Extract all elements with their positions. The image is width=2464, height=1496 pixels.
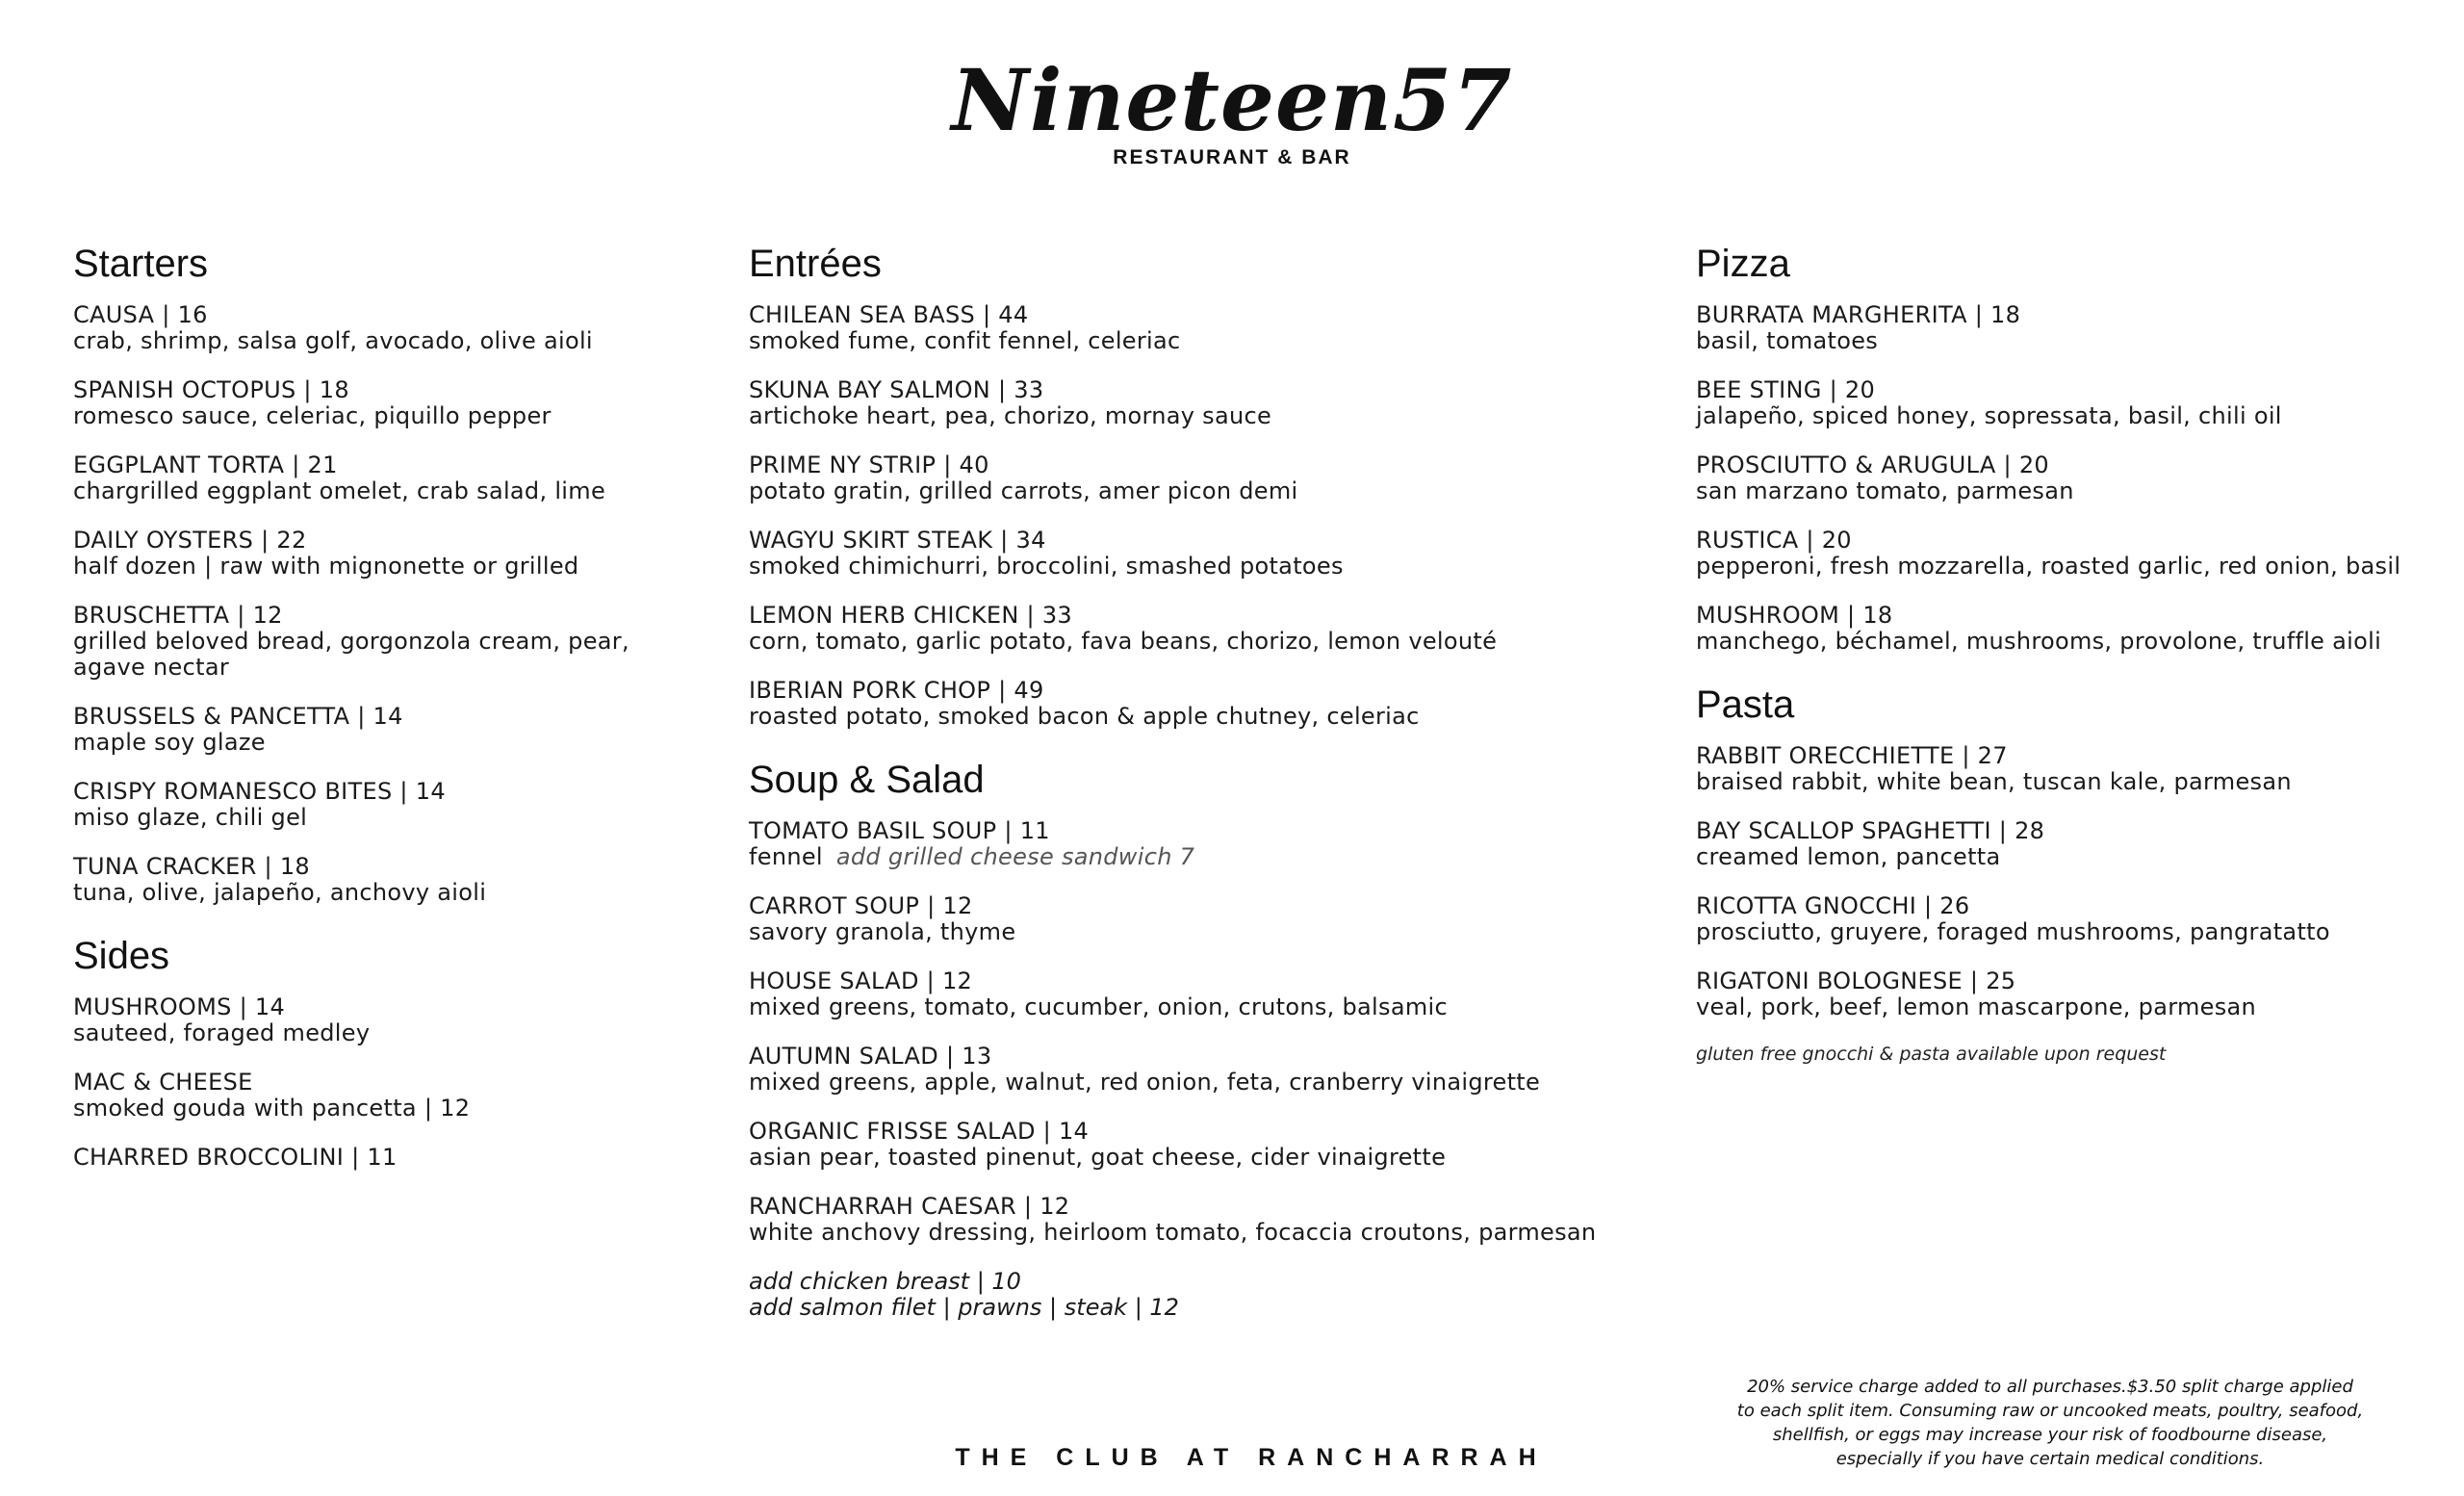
menu-item — [749, 893, 1654, 945]
menu-item — [749, 1119, 1654, 1171]
section-starters — [73, 243, 689, 906]
addon-line: add salmon filet | prawns | steak | 12 — [749, 1294, 1179, 1321]
item-description: half dozen | raw with mignonette or grilled — [73, 553, 579, 580]
item-name: EGGPLANT TORTA | 21 — [73, 451, 338, 478]
menu-item — [73, 854, 689, 906]
menu-item — [73, 452, 689, 504]
item-description: asian pear, toasted pinenut, goat cheese, cider vinaigrette — [749, 1144, 1447, 1171]
menu-item — [73, 704, 689, 756]
menu-item — [73, 1145, 689, 1171]
menu-item — [1696, 743, 2427, 795]
item-name: MUSHROOM | 18 — [1696, 602, 1893, 629]
menu-item — [1696, 603, 2427, 655]
club-name: THE CLUB AT RANCHARRAH — [955, 1444, 1548, 1471]
menu-item — [73, 377, 689, 429]
item-desc-text: fennel — [749, 843, 823, 870]
item-description: artichoke heart, pea, chorizo, mornay sauce — [749, 402, 1272, 429]
item-description: pepperoni, fresh mozzarella, roasted garlic, red onion, basil — [1696, 553, 2401, 580]
item-description: romesco sauce, celeriac, piquillo pepper — [73, 402, 552, 429]
item-description: jalapeño, spiced honey, sopressata, basil, chili oil — [1696, 402, 2282, 429]
restaurant-subtitle: RESTAURANT & BAR — [1113, 146, 1351, 168]
item-name: HOUSE SALAD | 12 — [749, 967, 973, 994]
item-description: creamed lemon, pancetta — [1696, 843, 2001, 870]
menu-column-middle — [749, 243, 1654, 1350]
menu-item — [1696, 302, 2427, 354]
item-description: manchego, béchamel, mushrooms, provolone, truffle aioli — [1696, 628, 2382, 655]
menu-item — [73, 302, 689, 354]
menu-item — [1696, 893, 2427, 945]
item-description: chargrilled eggplant omelet, crab salad, lime — [73, 477, 606, 504]
item-name: ORGANIC FRISSE SALAD | 14 — [749, 1118, 1090, 1145]
item-description: crab, shrimp, salsa golf, avocado, olive aioli — [73, 327, 593, 354]
item-description: tuna, olive, jalapeño, anchovy aioli — [73, 879, 487, 906]
item-name: SPANISH OCTOPUS | 18 — [73, 376, 349, 403]
item-name: RABBIT ORECCHIETTE | 27 — [1696, 742, 2008, 769]
item-name: CAUSA | 16 — [73, 301, 208, 328]
item-description: miso glaze, chili gel — [73, 804, 308, 831]
entrees-list — [749, 302, 1654, 730]
menu-item — [1696, 377, 2427, 429]
item-description: braised rabbit, white bean, tuscan kale, parmesan — [1696, 768, 2292, 795]
addon-line: add chicken breast | 10 — [749, 1268, 1021, 1295]
item-name: MUSHROOMS | 14 — [73, 993, 286, 1020]
item-name: LEMON HERB CHICKEN | 33 — [749, 602, 1072, 629]
menu-item — [749, 603, 1654, 655]
item-description: potato gratin, grilled carrots, amer picon demi — [749, 477, 1298, 504]
starters-list — [73, 302, 689, 906]
menu-item — [73, 528, 689, 580]
item-name: BRUSSELS & PANCETTA | 14 — [73, 703, 403, 730]
item-name: IBERIAN PORK CHOP | 49 — [749, 677, 1044, 704]
item-name: CRISPY ROMANESCO BITES | 14 — [73, 778, 446, 805]
item-name: WAGYU SKIRT STEAK | 34 — [749, 527, 1046, 554]
item-name: RIGATONI BOLOGNESE | 25 — [1696, 967, 2016, 994]
section-title-starters: Starters — [73, 243, 209, 285]
menu-item — [749, 968, 1654, 1020]
soup-salad-list — [749, 893, 1654, 1246]
menu-item — [749, 1194, 1654, 1246]
item-description: mixed greens, apple, walnut, red onion, feta, cranberry vinaigrette — [749, 1069, 1541, 1096]
item-description: corn, tomato, garlic potato, fava beans, chorizo, lemon velouté — [749, 628, 1498, 655]
item-name: BRUSCHETTA | 12 — [73, 602, 283, 629]
item-name: CHILEAN SEA BASS | 44 — [749, 301, 1029, 328]
section-pasta — [1696, 684, 2427, 1065]
item-name: TOMATO BASIL SOUP | 11 — [749, 817, 1050, 844]
item-name: RICOTTA GNOCCHI | 26 — [1696, 892, 1970, 919]
item-description: san marzano tomato, parmesan — [1696, 477, 2074, 504]
item-description: veal, pork, beef, lemon mascarpone, parmesan — [1696, 993, 2257, 1020]
item-description: smoked chimichurri, broccolini, smashed potatoes — [749, 553, 1344, 580]
section-title-sides: Sides — [73, 935, 170, 977]
item-description: smoked gouda with pancetta | 12 — [73, 1095, 471, 1122]
item-description: mixed greens, tomato, cucumber, onion, crutons, balsamic — [749, 993, 1448, 1020]
pasta-note: gluten free gnocchi & pasta available upon request — [1696, 1044, 2167, 1065]
menu-header — [0, 50, 2464, 169]
menu-column-left — [73, 243, 689, 1199]
item-name: AUTUMN SALAD | 13 — [749, 1043, 992, 1070]
menu-item — [749, 528, 1654, 580]
menu-item — [73, 1070, 689, 1122]
item-name: MAC & CHEESE — [73, 1069, 253, 1096]
item-description: prosciutto, gruyere, foraged mushrooms, pangratatto — [1696, 918, 2330, 945]
section-soup-salad — [749, 759, 1654, 1321]
salad-addons — [749, 1269, 1654, 1321]
service-disclaimer — [1723, 1375, 2377, 1471]
item-name: DAILY OYSTERS | 22 — [73, 527, 307, 554]
item-description: maple soy glaze — [73, 729, 266, 756]
item-name: RUSTICA | 20 — [1696, 527, 1852, 554]
section-pizza — [1696, 243, 2427, 655]
section-title-soup-salad: Soup & Salad — [749, 759, 985, 801]
item-description: sauteed, foraged medley — [73, 1019, 371, 1046]
item-name: PRIME NY STRIP | 40 — [749, 451, 989, 478]
disclaimer-line: especially if you have certain medical conditions. — [1835, 1449, 2265, 1469]
menu-item — [1696, 452, 2427, 504]
item-name: BEE STING | 20 — [1696, 376, 1876, 403]
item-addon: add grilled cheese sandwich 7 — [835, 843, 1195, 870]
menu-item — [73, 603, 689, 681]
restaurant-logo: Nineteen57 — [951, 50, 1513, 150]
section-sides — [73, 935, 689, 1171]
menu-item — [1696, 528, 2427, 580]
pasta-list — [1696, 743, 2427, 1020]
item-description: savory granola, thyme — [749, 918, 1016, 945]
item-description — [749, 844, 1654, 870]
menu-item — [73, 994, 689, 1046]
item-name: CHARRED BROCCOLINI | 11 — [73, 1144, 398, 1171]
menu-item — [749, 302, 1654, 354]
item-description: roasted potato, smoked bacon & apple chutney, celeriac — [749, 703, 1420, 730]
item-name: BURRATA MARGHERITA | 18 — [1696, 301, 2021, 328]
menu-item — [749, 1044, 1654, 1096]
item-name: TUNA CRACKER | 18 — [73, 853, 311, 880]
disclaimer-line: to each split item. Consuming raw or uncooked meats, poultry, seafood, — [1736, 1401, 2364, 1421]
sides-list — [73, 994, 689, 1171]
item-description: grilled beloved bread, gorgonzola cream, pear, agave nectar — [73, 628, 629, 681]
item-name: CARROT SOUP | 12 — [749, 892, 973, 919]
menu-item — [749, 678, 1654, 730]
item-name: SKUNA BAY SALMON | 33 — [749, 376, 1044, 403]
pizza-list — [1696, 302, 2427, 655]
item-description: basil, tomatoes — [1696, 327, 1879, 354]
menu-column-right — [1696, 243, 2427, 1094]
section-title-pasta: Pasta — [1696, 684, 1795, 726]
section-title-pizza: Pizza — [1696, 243, 1790, 285]
item-name: PROSCIUTTO & ARUGULA | 20 — [1696, 451, 2049, 478]
section-entrees — [749, 243, 1654, 730]
menu-item — [1696, 968, 2427, 1020]
item-description: smoked fume, confit fennel, celeriac — [749, 327, 1181, 354]
menu-item — [749, 377, 1654, 429]
disclaimer-line: shellfish, or eggs may increase your risk of foodbourne disease, — [1772, 1425, 2328, 1445]
disclaimer-line: 20% service charge added to all purchases.$3.50 split charge applied — [1747, 1377, 2353, 1397]
item-name: RANCHARRAH CAESAR | 12 — [749, 1193, 1070, 1220]
menu-item — [1696, 818, 2427, 870]
item-description: white anchovy dressing, heirloom tomato, focaccia croutons, parmesan — [749, 1219, 1597, 1246]
menu-item — [749, 818, 1654, 870]
section-title-entrees: Entrées — [749, 243, 882, 285]
menu-item — [749, 452, 1654, 504]
item-name: BAY SCALLOP SPAGHETTI | 28 — [1696, 817, 2045, 844]
menu-item — [73, 779, 689, 831]
